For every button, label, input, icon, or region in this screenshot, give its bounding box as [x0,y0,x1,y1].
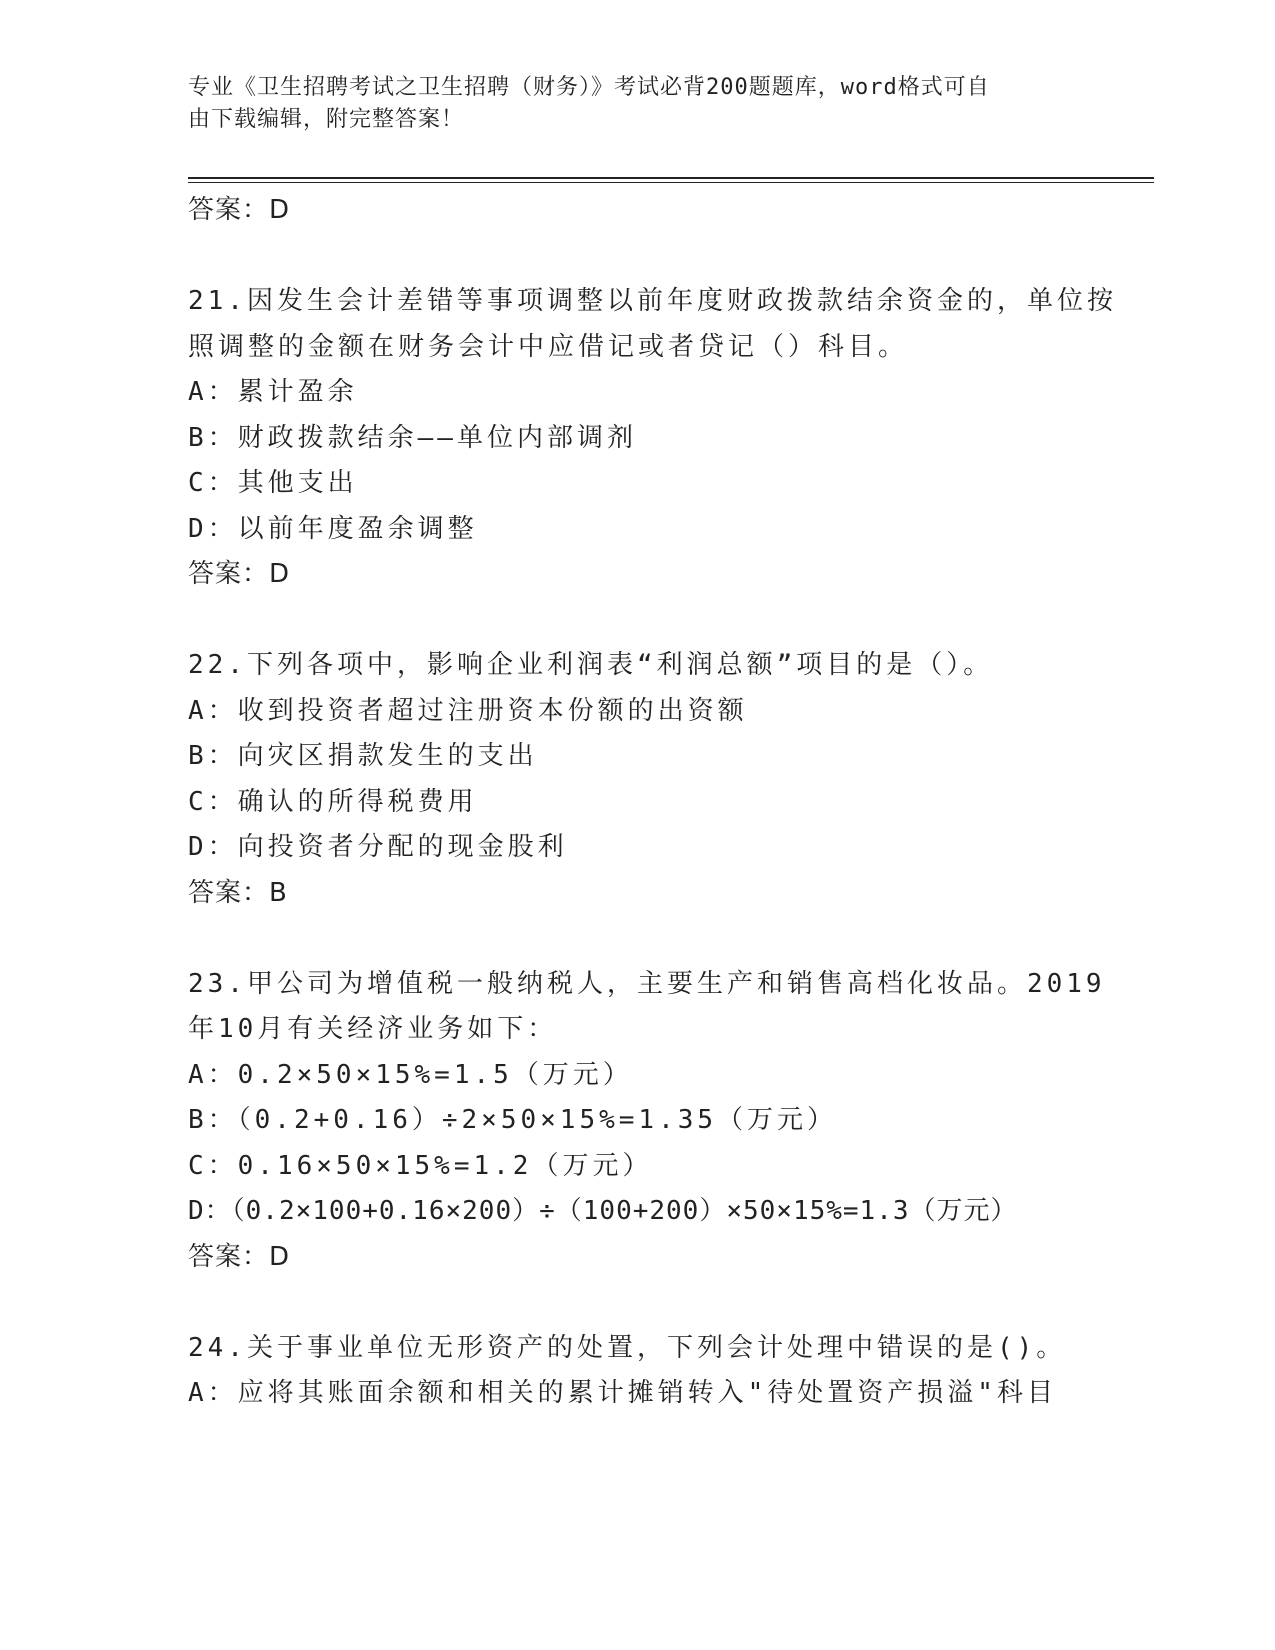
option-a: A：收到投资者超过注册资本份额的出资额 [188,695,748,726]
question-stem-line: 24.关于事业单位无形资产的处置，下列会计处理中错误的是()。 [188,1332,1067,1363]
option-d: D：向投资者分配的现金股利 [188,832,568,862]
header-divider-thick [188,177,1154,179]
spacer [188,234,1118,280]
option-a: A：应将其账面余额和相关的累计摊销转入"待处置资产损溢"科目 [188,1378,1057,1408]
question-stem-line: 23.甲公司为增值税一般纳税人，主要生产和销售高档化妆品。2019 [188,968,1106,999]
option-b: B：财政拨款结余——单位内部调剂 [188,422,637,453]
question-24 [188,1326,1118,1417]
option-c: C：其他支出 [188,468,358,498]
option-c: C：0.16×50×15%=1.2（万元） [188,1150,653,1181]
question-list [188,188,1118,1417]
answer-line: 答案：D [188,1241,291,1272]
question-stem-line: 21.因发生会计差错等事项调整以前年度财政拨款结余资金的，单位按 [188,286,1117,316]
question-stem-line: 22.下列各项中，影响企业利润表“利润总额”项目的是（）。 [188,650,994,680]
spacer [188,1280,1118,1326]
previous-answer: 答案：D [188,195,291,225]
option-d: D：以前年度盈余调整 [188,513,478,544]
header-line-1: 专业《卫生招聘考试之卫生招聘（财务）》考试必背200题题库，word格式可自 [188,75,990,100]
question-22 [188,643,1118,916]
option-d: D：（0.2×100+0.16×200）÷（100+200）×50×15%=1.3（万元） [188,1196,1018,1226]
spacer [188,916,1118,962]
option-b: B：（0.2+0.16）÷2×50×15%=1.35（万元） [188,1105,838,1135]
header-line-2: 由下载编辑，附完整答案！ [188,107,465,132]
spacer [188,598,1118,644]
option-c: C：确认的所得税费用 [188,786,478,817]
question-23 [188,962,1118,1281]
answer-line: 答案：D [188,559,291,589]
option-b: B：向灾区捐款发生的支出 [188,741,538,771]
question-stem-line: 照调整的金额在财务会计中应借记或者贷记（）科目。 [188,331,909,362]
option-a: A：0.2×50×15%=1.5（万元） [188,1059,633,1090]
question-21 [188,279,1118,598]
answer-line: 答案：B [188,877,288,908]
document-header [188,72,1088,136]
option-a: A：累计盈余 [188,377,358,407]
question-stem-line: 年10月有关经济业务如下： [188,1014,558,1044]
header-divider-thin [188,182,1154,183]
